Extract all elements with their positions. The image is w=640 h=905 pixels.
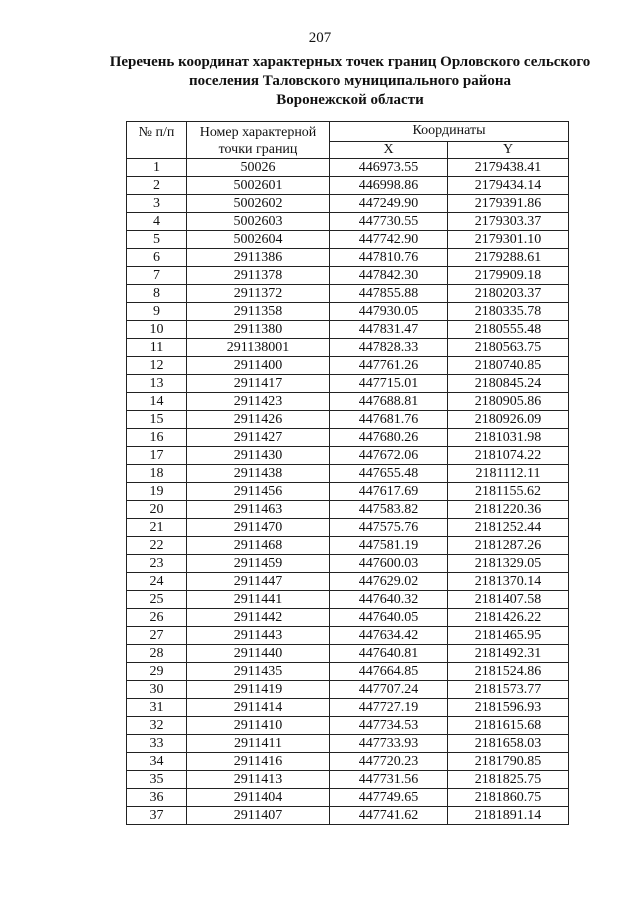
cell-y: 2180905.86 [448, 393, 569, 411]
cell-point-number: 5002604 [187, 231, 330, 249]
cell-row-number: 19 [127, 483, 187, 501]
table-row [127, 501, 569, 519]
cell-point-number: 2911419 [187, 681, 330, 699]
cell-y: 2179434.14 [448, 177, 569, 195]
cell-row-number: 26 [127, 609, 187, 627]
cell-point-number: 2911407 [187, 807, 330, 825]
cell-x: 447600.03 [330, 555, 448, 573]
table-row [127, 627, 569, 645]
cell-row-number: 12 [127, 357, 187, 375]
header-y: Y [448, 141, 569, 158]
cell-x: 447664.85 [330, 663, 448, 681]
cell-row-number: 13 [127, 375, 187, 393]
cell-row-number: 7 [127, 267, 187, 285]
cell-point-number: 291138001 [187, 339, 330, 357]
table-row [127, 321, 569, 339]
cell-row-number: 11 [127, 339, 187, 357]
cell-point-number: 2911456 [187, 483, 330, 501]
cell-point-number: 2911416 [187, 753, 330, 771]
cell-row-number: 10 [127, 321, 187, 339]
cell-point-number: 2911441 [187, 591, 330, 609]
table-row [127, 807, 569, 825]
cell-y: 2181573.77 [448, 681, 569, 699]
cell-point-number: 2911358 [187, 303, 330, 321]
cell-row-number: 15 [127, 411, 187, 429]
cell-y: 2181220.36 [448, 501, 569, 519]
table-row [127, 267, 569, 285]
cell-x: 447734.53 [330, 717, 448, 735]
table-row [127, 447, 569, 465]
cell-point-number: 2911438 [187, 465, 330, 483]
table-row [127, 177, 569, 195]
cell-x: 447730.55 [330, 213, 448, 231]
cell-x: 447831.47 [330, 321, 448, 339]
table-row [127, 465, 569, 483]
cell-x: 447727.19 [330, 699, 448, 717]
cell-y: 2181407.58 [448, 591, 569, 609]
cell-point-number: 2911426 [187, 411, 330, 429]
cell-point-number: 2911417 [187, 375, 330, 393]
cell-x: 447688.81 [330, 393, 448, 411]
header-row-number: № п/п [127, 122, 187, 159]
cell-x: 447680.26 [330, 429, 448, 447]
cell-row-number: 24 [127, 573, 187, 591]
table-row [127, 735, 569, 753]
cell-x: 447640.81 [330, 645, 448, 663]
cell-y: 2180926.09 [448, 411, 569, 429]
cell-x: 447828.33 [330, 339, 448, 357]
table-row [127, 519, 569, 537]
cell-x: 447733.93 [330, 735, 448, 753]
table-row [127, 771, 569, 789]
cell-y: 2179438.41 [448, 159, 569, 177]
cell-point-number: 2911435 [187, 663, 330, 681]
cell-x: 447842.30 [330, 267, 448, 285]
cell-y: 2181860.75 [448, 789, 569, 807]
cell-row-number: 34 [127, 753, 187, 771]
cell-row-number: 36 [127, 789, 187, 807]
cell-y: 2180555.48 [448, 321, 569, 339]
cell-x: 447681.76 [330, 411, 448, 429]
cell-row-number: 33 [127, 735, 187, 753]
cell-y: 2179288.61 [448, 249, 569, 267]
table-row [127, 609, 569, 627]
cell-row-number: 30 [127, 681, 187, 699]
cell-point-number: 5002601 [187, 177, 330, 195]
table-row [127, 339, 569, 357]
cell-point-number: 2911414 [187, 699, 330, 717]
document-title [60, 53, 640, 110]
table-row [127, 591, 569, 609]
cell-point-number: 2911411 [187, 735, 330, 753]
cell-y: 2181287.26 [448, 537, 569, 555]
cell-point-number: 2911427 [187, 429, 330, 447]
cell-row-number: 31 [127, 699, 187, 717]
cell-x: 447720.23 [330, 753, 448, 771]
table-row [127, 429, 569, 447]
cell-y: 2181370.14 [448, 573, 569, 591]
cell-x: 447749.65 [330, 789, 448, 807]
cell-point-number: 2911378 [187, 267, 330, 285]
cell-point-number: 2911459 [187, 555, 330, 573]
cell-point-number: 2911443 [187, 627, 330, 645]
table-row [127, 537, 569, 555]
cell-x: 447249.90 [330, 195, 448, 213]
cell-row-number: 1 [127, 159, 187, 177]
cell-row-number: 32 [127, 717, 187, 735]
cell-row-number: 16 [127, 429, 187, 447]
cell-row-number: 3 [127, 195, 187, 213]
cell-y: 2181825.75 [448, 771, 569, 789]
cell-row-number: 18 [127, 465, 187, 483]
cell-y: 2180740.85 [448, 357, 569, 375]
table-row [127, 645, 569, 663]
cell-point-number: 2911400 [187, 357, 330, 375]
cell-y: 2181492.31 [448, 645, 569, 663]
header-point-number: Номер характерной точки границ [187, 122, 330, 159]
cell-row-number: 8 [127, 285, 187, 303]
cell-x: 447761.26 [330, 357, 448, 375]
cell-x: 447855.88 [330, 285, 448, 303]
cell-x: 447731.56 [330, 771, 448, 789]
cell-row-number: 29 [127, 663, 187, 681]
table-row [127, 249, 569, 267]
title-line-1: Перечень координат характерных точек границ Орловского сельского [109, 54, 591, 70]
cell-row-number: 6 [127, 249, 187, 267]
table-row [127, 573, 569, 591]
cell-x: 447741.62 [330, 807, 448, 825]
cell-point-number: 2911386 [187, 249, 330, 267]
cell-row-number: 14 [127, 393, 187, 411]
cell-y: 2179909.18 [448, 267, 569, 285]
table-row [127, 483, 569, 501]
cell-x: 447707.24 [330, 681, 448, 699]
cell-point-number: 2911463 [187, 501, 330, 519]
cell-x: 447581.19 [330, 537, 448, 555]
cell-x: 447810.76 [330, 249, 448, 267]
cell-row-number: 27 [127, 627, 187, 645]
cell-point-number: 50026 [187, 159, 330, 177]
cell-point-number: 2911380 [187, 321, 330, 339]
cell-x: 447640.32 [330, 591, 448, 609]
cell-x: 447575.76 [330, 519, 448, 537]
cell-y: 2181031.98 [448, 429, 569, 447]
coordinates-table [126, 121, 569, 825]
cell-y: 2181596.93 [448, 699, 569, 717]
cell-y: 2181426.22 [448, 609, 569, 627]
table-row [127, 159, 569, 177]
cell-y: 2179303.37 [448, 213, 569, 231]
cell-row-number: 9 [127, 303, 187, 321]
cell-row-number: 28 [127, 645, 187, 663]
cell-y: 2180203.37 [448, 285, 569, 303]
table-row [127, 393, 569, 411]
cell-y: 2181155.62 [448, 483, 569, 501]
cell-x: 447617.69 [330, 483, 448, 501]
cell-y: 2180845.24 [448, 375, 569, 393]
table-row [127, 213, 569, 231]
cell-y: 2181615.68 [448, 717, 569, 735]
cell-y: 2181252.44 [448, 519, 569, 537]
cell-point-number: 2911430 [187, 447, 330, 465]
table-row [127, 699, 569, 717]
cell-y: 2180335.78 [448, 303, 569, 321]
table-row [127, 195, 569, 213]
cell-y: 2179391.86 [448, 195, 569, 213]
cell-point-number: 2911442 [187, 609, 330, 627]
cell-y: 2179301.10 [448, 231, 569, 249]
table-row [127, 717, 569, 735]
cell-row-number: 22 [127, 537, 187, 555]
cell-point-number: 2911404 [187, 789, 330, 807]
table-row [127, 231, 569, 249]
cell-y: 2181658.03 [448, 735, 569, 753]
cell-point-number: 2911372 [187, 285, 330, 303]
cell-point-number: 2911470 [187, 519, 330, 537]
cell-point-number: 2911440 [187, 645, 330, 663]
cell-x: 447930.05 [330, 303, 448, 321]
table-row [127, 555, 569, 573]
cell-x: 447715.01 [330, 375, 448, 393]
cell-x: 447655.48 [330, 465, 448, 483]
title-line-3: Воронежской области [276, 92, 424, 108]
cell-point-number: 5002603 [187, 213, 330, 231]
table-row [127, 375, 569, 393]
cell-y: 2181112.11 [448, 465, 569, 483]
header-coordinates: Координаты [330, 122, 569, 142]
table-body [127, 159, 569, 825]
cell-x: 446973.55 [330, 159, 448, 177]
table-row [127, 753, 569, 771]
cell-point-number: 2911410 [187, 717, 330, 735]
table-row [127, 411, 569, 429]
cell-y: 2181329.05 [448, 555, 569, 573]
cell-point-number: 2911413 [187, 771, 330, 789]
cell-point-number: 5002602 [187, 195, 330, 213]
cell-x: 447583.82 [330, 501, 448, 519]
page-number: 207 [308, 30, 332, 46]
table-row [127, 789, 569, 807]
cell-row-number: 23 [127, 555, 187, 573]
cell-y: 2180563.75 [448, 339, 569, 357]
cell-point-number: 2911447 [187, 573, 330, 591]
cell-row-number: 37 [127, 807, 187, 825]
cell-point-number: 2911468 [187, 537, 330, 555]
header-x: X [330, 141, 448, 158]
cell-y: 2181524.86 [448, 663, 569, 681]
cell-row-number: 20 [127, 501, 187, 519]
cell-row-number: 35 [127, 771, 187, 789]
cell-x: 446998.86 [330, 177, 448, 195]
cell-row-number: 2 [127, 177, 187, 195]
cell-y: 2181465.95 [448, 627, 569, 645]
cell-point-number: 2911423 [187, 393, 330, 411]
table-row [127, 285, 569, 303]
table-row [127, 663, 569, 681]
cell-x: 447629.02 [330, 573, 448, 591]
cell-row-number: 25 [127, 591, 187, 609]
cell-row-number: 17 [127, 447, 187, 465]
cell-y: 2181891.14 [448, 807, 569, 825]
table-row [127, 303, 569, 321]
cell-x: 447640.05 [330, 609, 448, 627]
cell-x: 447672.06 [330, 447, 448, 465]
cell-row-number: 21 [127, 519, 187, 537]
cell-row-number: 4 [127, 213, 187, 231]
table-row [127, 681, 569, 699]
cell-x: 447742.90 [330, 231, 448, 249]
cell-y: 2181790.85 [448, 753, 569, 771]
cell-y: 2181074.22 [448, 447, 569, 465]
table-row [127, 357, 569, 375]
cell-row-number: 5 [127, 231, 187, 249]
cell-x: 447634.42 [330, 627, 448, 645]
title-line-2: поселения Таловского муниципального района [188, 73, 512, 89]
